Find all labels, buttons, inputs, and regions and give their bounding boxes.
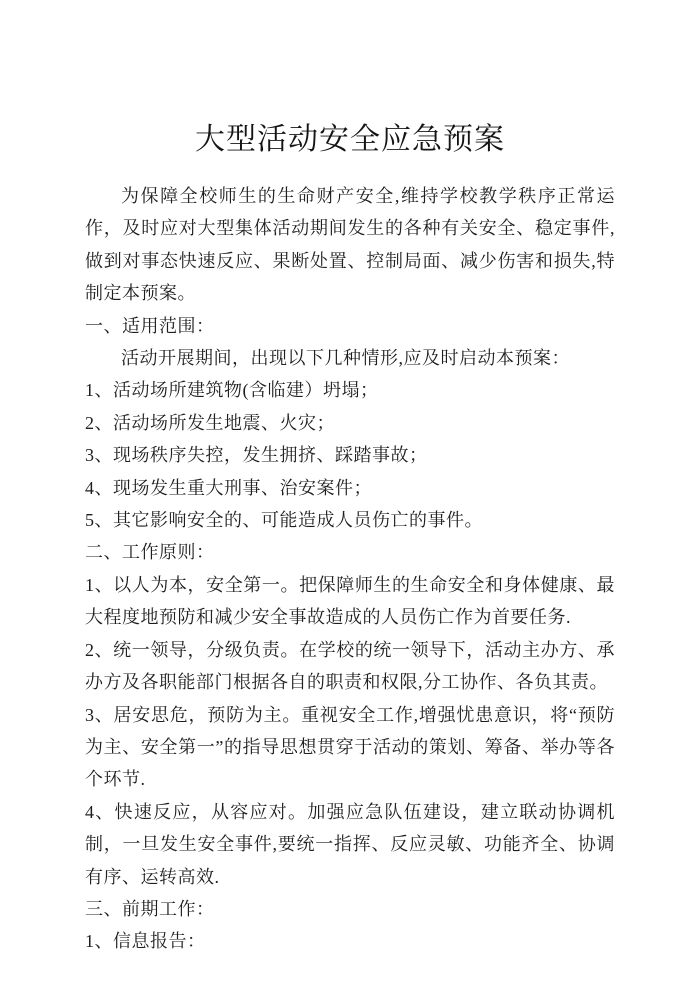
scope-item-3: 3、现场秩序失控，发生拥挤、踩踏事故； <box>85 445 428 466</box>
scope-item-5: 5、其它影响安全的、可能造成人员伤亡的事件。 <box>85 510 483 531</box>
scope-item-1: 1、活动场所建筑物(含临建）坍塌； <box>85 380 379 401</box>
principle-item-4: 4、快速反应，从容应对。加强应急队伍建设，建立联动协调机制，一旦发生安全事件,要统一指挥、反应灵敏、功能齐全、协调有序、运转高效. <box>85 801 615 887</box>
document-body <box>85 180 615 958</box>
principle-item-3: 3、居安思危，预防为主。重视安全工作,增强忧患意识，将“预防为主、安全第一”的指导思想贯穿于活动的策划、筹备、举办等各个环节. <box>85 704 615 790</box>
section-heading-preparation: 三、前期工作： <box>85 898 215 919</box>
scope-item-4: 4、现场发生重大刑事、治安案件； <box>85 477 372 498</box>
scope-item-2: 2、活动场所发生地震、火灾； <box>85 412 335 433</box>
preparation-item-1: 1、信息报告： <box>85 931 206 952</box>
section-heading-scope: 一、适用范围： <box>85 315 215 336</box>
intro-paragraph: 为保障全校师生的生命财产安全,维持学校教学秩序正常运作，及时应对大型集体活动期间发生的各种有关安全、稳定事件,做到对事态快速反应、果断处置、控制局面、减少伤害和损失,特制定本预案。 <box>85 186 615 304</box>
section-heading-principles: 二、工作原则： <box>85 542 215 563</box>
principle-item-1: 1、以人为本，安全第一。把保障师生的生命安全和身体健康、最大程度地预防和减少安全事故造成的人员伤亡作为首要任务. <box>85 574 615 628</box>
scope-intro-paragraph: 活动开展期间，出现以下几种情形,应及时启动本预案： <box>121 348 570 369</box>
document-title: 大型活动安全应急预案 <box>195 123 505 156</box>
principle-item-2: 2、统一领导，分级负责。在学校的统一领导下，活动主办方、承办方及各职能部门根据各自的职责和权限,分工协作、各负其责。 <box>85 639 615 693</box>
